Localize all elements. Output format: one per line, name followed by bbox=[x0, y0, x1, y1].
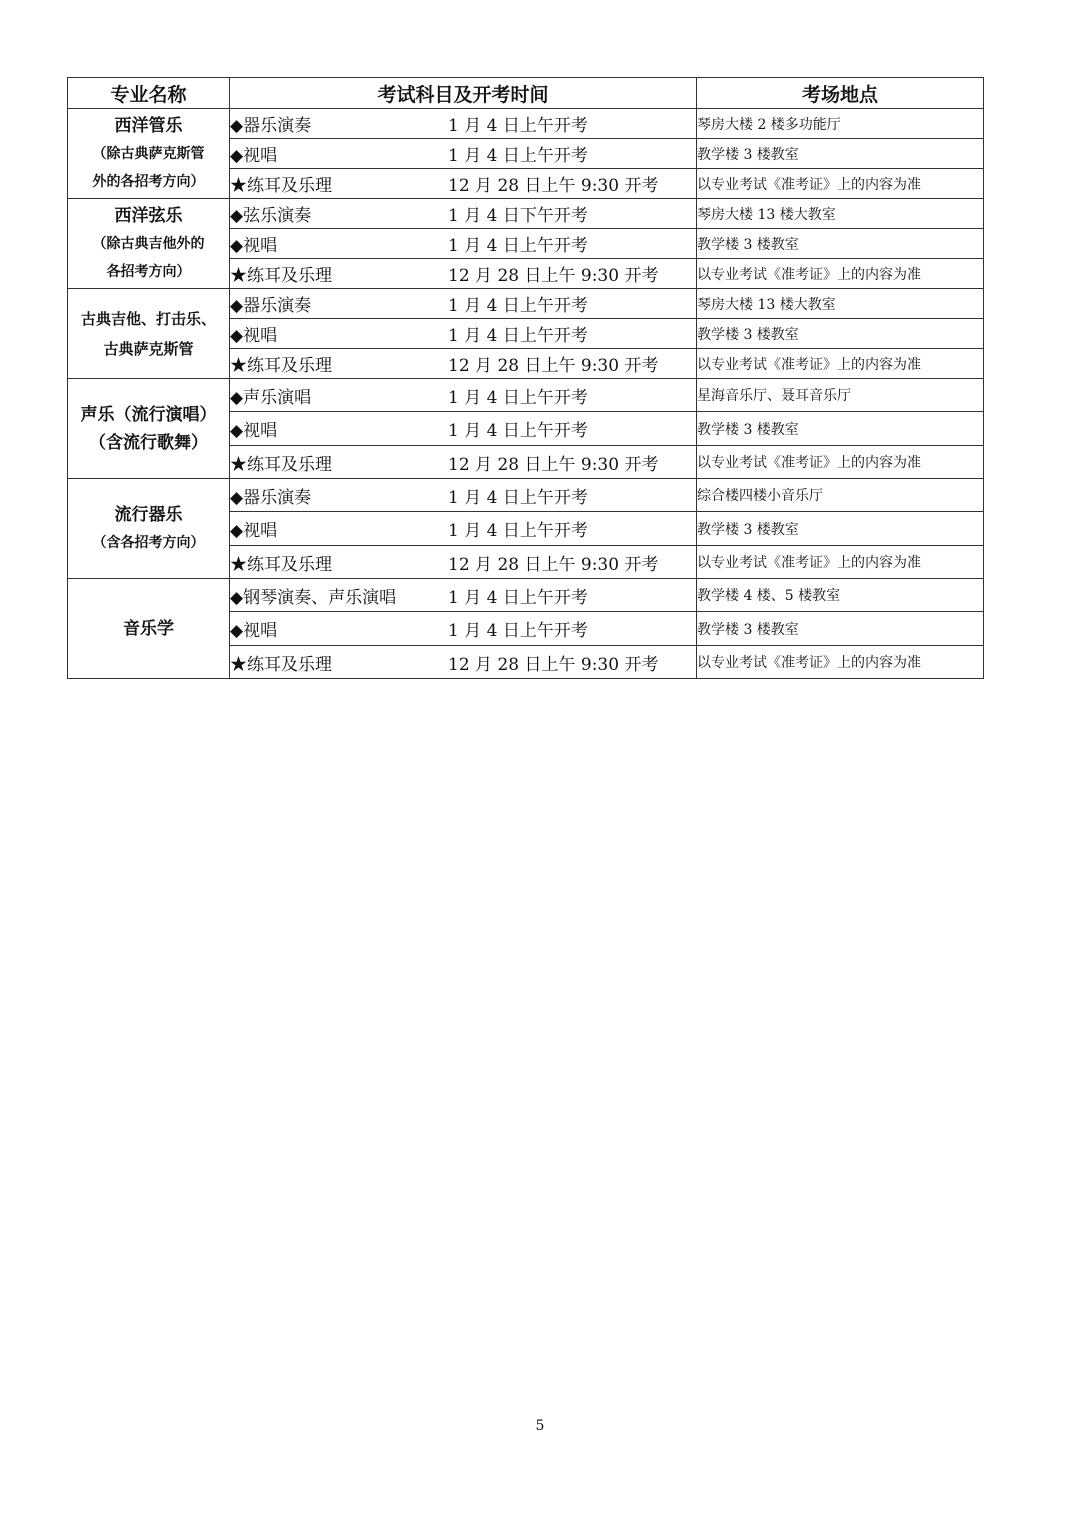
exam-time: 1 月 4 日上午开考 bbox=[448, 421, 588, 441]
exam-time: 1 月 4 日上午开考 bbox=[448, 587, 588, 608]
location-cell: 教学楼 3 楼教室 bbox=[697, 139, 984, 169]
exam-time: 12 月 28 日上午 9:30 开考 bbox=[448, 176, 659, 196]
major-name: 音乐学 bbox=[123, 618, 174, 639]
exam-time: 1 月 4 日上午开考 bbox=[448, 296, 588, 316]
header-major: 专业名称 bbox=[68, 78, 230, 109]
exam-time: 1 月 4 日上午开考 bbox=[448, 236, 588, 256]
location-cell: 以专业考试《准考证》上的内容为准 bbox=[697, 259, 984, 289]
location-cell: 教学楼 3 楼教室 bbox=[697, 512, 984, 546]
subject-cell bbox=[230, 612, 697, 646]
subject-name: ★练耳及乐理 bbox=[230, 554, 332, 575]
subject-cell bbox=[230, 446, 697, 479]
major-name: 古典萨克斯管 bbox=[103, 339, 194, 358]
major-cell bbox=[68, 479, 230, 579]
subject-name: ◆器乐演奏 bbox=[230, 487, 312, 508]
exam-time: 1 月 4 日下午开考 bbox=[448, 206, 588, 226]
exam-time: 1 月 4 日上午开考 bbox=[448, 387, 588, 408]
exam-time: 1 月 4 日上午开考 bbox=[448, 116, 588, 136]
subject-name: ◆视唱 bbox=[230, 521, 278, 541]
subject-name: ★练耳及乐理 bbox=[230, 654, 332, 675]
table-row bbox=[68, 379, 984, 412]
major-name: 西洋弦乐 bbox=[114, 205, 183, 226]
subject-cell bbox=[230, 646, 697, 679]
location-cell: 教学楼 3 楼教室 bbox=[697, 229, 984, 259]
major-cell bbox=[68, 579, 230, 679]
location-cell: 琴房大楼 13 楼大教室 bbox=[697, 289, 984, 319]
major-cell bbox=[68, 379, 230, 479]
subject-name: ★练耳及乐理 bbox=[230, 454, 332, 475]
table-row bbox=[68, 289, 984, 319]
subject-cell bbox=[230, 109, 697, 139]
major-note: （含各招考方向） bbox=[92, 534, 205, 551]
subject-name: ◆视唱 bbox=[230, 236, 278, 256]
table-row bbox=[68, 479, 984, 512]
subject-cell bbox=[230, 259, 697, 289]
major-note: 外的各招考方向） bbox=[92, 173, 205, 190]
subject-cell bbox=[230, 512, 697, 546]
subject-cell bbox=[230, 139, 697, 169]
subject-name: ◆器乐演奏 bbox=[230, 116, 312, 136]
exam-time: 1 月 4 日上午开考 bbox=[448, 146, 588, 166]
subject-name: ◆视唱 bbox=[230, 146, 278, 166]
subject-name: ◆钢琴演奏、声乐演唱 bbox=[230, 587, 397, 608]
exam-time: 12 月 28 日上午 9:30 开考 bbox=[448, 554, 659, 575]
table-row bbox=[68, 579, 984, 612]
header-subject-time: 考试科目及开考时间 bbox=[230, 78, 697, 109]
exam-time: 1 月 4 日上午开考 bbox=[448, 621, 588, 641]
subject-cell bbox=[230, 349, 697, 379]
major-note: 各招考方向） bbox=[106, 263, 191, 280]
exam-time: 12 月 28 日上午 9:30 开考 bbox=[448, 654, 659, 675]
subject-name: ◆视唱 bbox=[230, 421, 278, 441]
subject-cell bbox=[230, 379, 697, 412]
exam-time: 1 月 4 日上午开考 bbox=[448, 521, 588, 541]
subject-name: ◆视唱 bbox=[230, 326, 278, 346]
subject-cell bbox=[230, 289, 697, 319]
major-cell bbox=[68, 109, 230, 199]
subject-cell bbox=[230, 169, 697, 199]
major-note: （除古典萨克斯管 bbox=[92, 145, 205, 162]
major-name: 古典吉他、打击乐、 bbox=[80, 309, 216, 328]
location-cell: 教学楼 4 楼、5 楼教室 bbox=[697, 579, 984, 612]
location-cell: 以专业考试《准考证》上的内容为准 bbox=[697, 349, 984, 379]
subject-cell bbox=[230, 579, 697, 612]
subject-cell bbox=[230, 479, 697, 512]
exam-time: 12 月 28 日上午 9:30 开考 bbox=[448, 454, 659, 475]
subject-name: ◆视唱 bbox=[230, 621, 278, 641]
exam-time: 1 月 4 日上午开考 bbox=[448, 487, 588, 508]
table-row bbox=[68, 199, 984, 229]
location-cell: 以专业考试《准考证》上的内容为准 bbox=[697, 169, 984, 199]
major-cell bbox=[68, 199, 230, 289]
subject-cell bbox=[230, 319, 697, 349]
subject-cell bbox=[230, 229, 697, 259]
major-name: 西洋管乐 bbox=[114, 115, 183, 136]
location-cell: 综合楼四楼小音乐厅 bbox=[697, 479, 984, 512]
major-cell bbox=[68, 289, 230, 379]
subject-name: ◆声乐演唱 bbox=[230, 387, 312, 408]
page-number: 5 bbox=[535, 1418, 545, 1434]
subject-cell bbox=[230, 546, 697, 579]
major-note: （除古典吉他外的 bbox=[92, 235, 205, 252]
subject-name: ★练耳及乐理 bbox=[230, 176, 332, 196]
table-header-row bbox=[68, 78, 984, 109]
major-name: 流行器乐 bbox=[114, 504, 183, 525]
location-cell: 星海音乐厅、聂耳音乐厅 bbox=[697, 379, 984, 412]
subject-cell bbox=[230, 412, 697, 446]
major-name: 声乐（流行演唱） bbox=[80, 404, 217, 425]
major-name: （含流行歌舞） bbox=[89, 432, 208, 453]
subject-cell bbox=[230, 199, 697, 229]
subject-name: ★练耳及乐理 bbox=[230, 266, 332, 286]
location-cell: 以专业考试《准考证》上的内容为准 bbox=[697, 646, 984, 679]
location-cell: 以专业考试《准考证》上的内容为准 bbox=[697, 446, 984, 479]
exam-schedule-table bbox=[67, 77, 984, 679]
location-cell: 以专业考试《准考证》上的内容为准 bbox=[697, 546, 984, 579]
exam-time: 12 月 28 日上午 9:30 开考 bbox=[448, 266, 659, 286]
location-cell: 教学楼 3 楼教室 bbox=[697, 612, 984, 646]
location-cell: 教学楼 3 楼教室 bbox=[697, 319, 984, 349]
header-location: 考场地点 bbox=[697, 78, 984, 109]
location-cell: 琴房大楼 2 楼多功能厅 bbox=[697, 109, 984, 139]
table-row bbox=[68, 109, 984, 139]
exam-time: 12 月 28 日上午 9:30 开考 bbox=[448, 356, 659, 376]
location-cell: 琴房大楼 13 楼大教室 bbox=[697, 199, 984, 229]
exam-time: 1 月 4 日上午开考 bbox=[448, 326, 588, 346]
subject-name: ◆弦乐演奏 bbox=[230, 206, 312, 226]
location-cell: 教学楼 3 楼教室 bbox=[697, 412, 984, 446]
subject-name: ★练耳及乐理 bbox=[230, 356, 332, 376]
subject-name: ◆器乐演奏 bbox=[230, 296, 312, 316]
